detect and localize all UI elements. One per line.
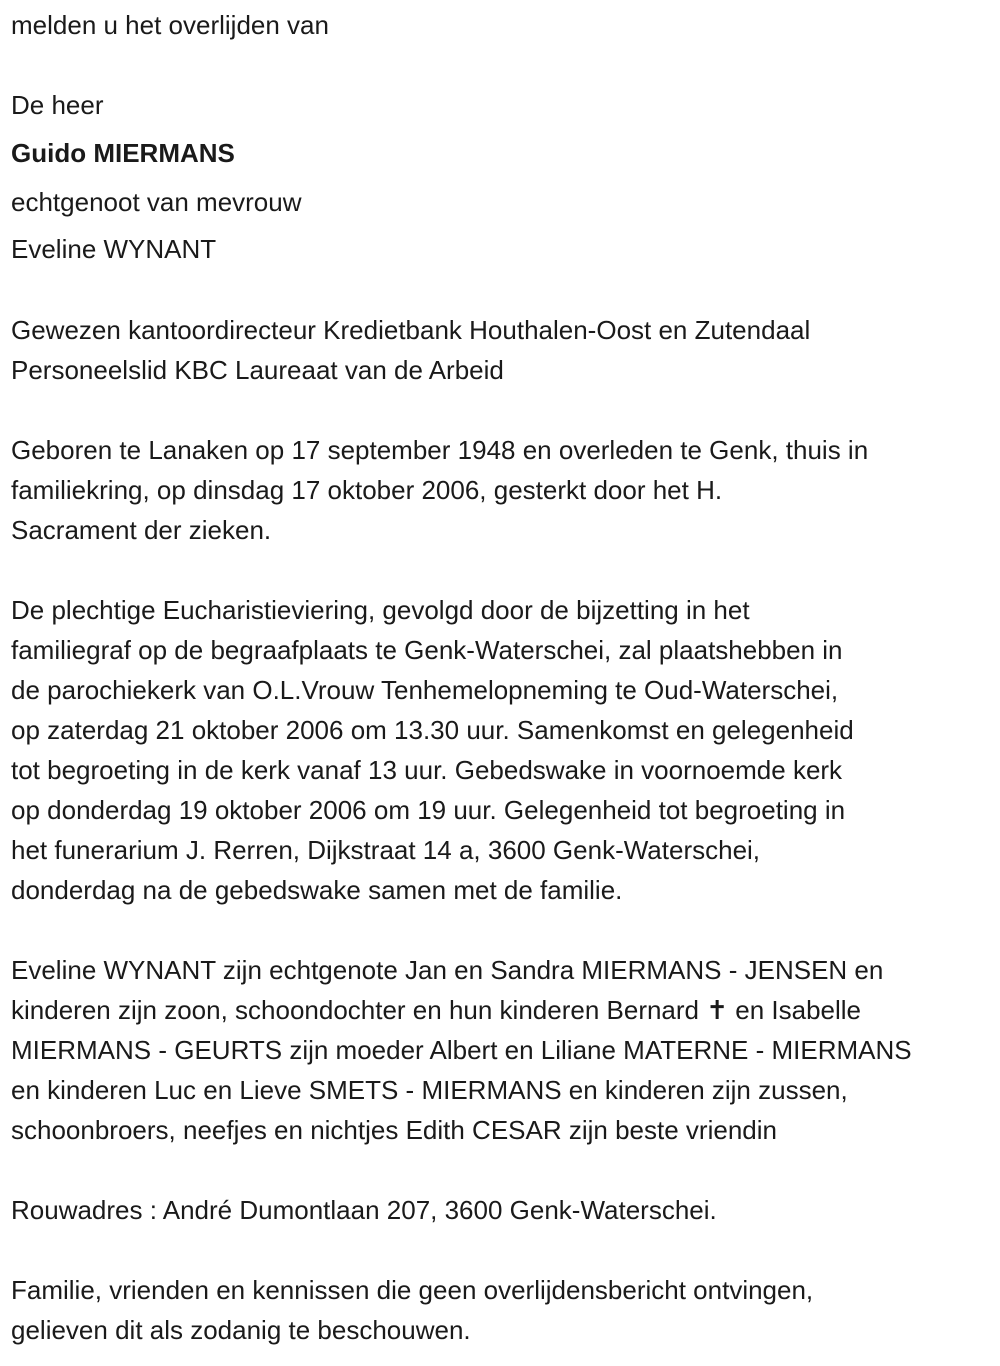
deceased-name: Guido MIERMANS	[11, 138, 235, 168]
family-line: en kinderen Luc en Lieve SMETS - MIERMANS en kinderen zijn zussen,	[11, 1075, 848, 1105]
ceremony-line: familiegraf op de begraafplaats te Genk-Waterschei, zal plaatshebben in	[11, 635, 843, 665]
family-line: schoonbroers, neefjes en nichtjes Edith CESAR zijn beste vriendin	[11, 1115, 777, 1145]
ceremony-line: donderdag na de gebedswake samen met de familie.	[11, 875, 623, 905]
family-line: MIERMANS - GEURTS zijn moeder Albert en Liliane MATERNE - MIERMANS	[11, 1035, 912, 1065]
family-line: kinderen zijn zoon, schoondochter en hun kinderen Bernard ✝ en Isabelle	[11, 995, 862, 1025]
closing-line: gelieven dit als zodanig te beschouwen.	[11, 1315, 471, 1345]
mourning-address: Rouwadres : André Dumontlaan 207, 3600 Genk-Waterschei.	[11, 1195, 717, 1225]
career-line: Gewezen kantoordirecteur Kredietbank Houthalen-Oost en Zutendaal	[11, 315, 811, 345]
ceremony-line: op donderdag 19 oktober 2006 om 19 uur. Gelegenheid tot begroeting in	[11, 795, 846, 825]
career-line: Personeelslid KBC Laureaat van de Arbeid	[11, 355, 504, 385]
birth-death-line: Geboren te Lanaken op 17 september 1948 en overleden te Genk, thuis in	[11, 435, 869, 465]
ceremony-line: tot begroeting in de kerk vanaf 13 uur. Gebedswake in voornoemde kerk	[11, 755, 843, 785]
ceremony-line: de parochiekerk van O.L.Vrouw Tenhemelopneming te Oud-Waterschei,	[11, 675, 839, 705]
birth-death-line: familiekring, op dinsdag 17 oktober 2006, gesterkt door het H.	[11, 475, 723, 505]
ceremony-line: De plechtige Eucharistieviering, gevolgd door de bijzetting in het	[11, 595, 750, 625]
intro-text: melden u het overlijden van	[11, 10, 329, 40]
family-line: Eveline WYNANT zijn echtgenote Jan en Sandra MIERMANS - JENSEN en	[11, 955, 884, 985]
title-text: De heer	[11, 90, 104, 120]
closing-line: Familie, vrienden en kennissen die geen overlijdensbericht ontvingen,	[11, 1275, 814, 1305]
ceremony-line: het funerarium J. Rerren, Dijkstraat 14 a, 3600 Genk-Waterschei,	[11, 835, 761, 865]
birth-death-line: Sacrament der zieken.	[11, 515, 272, 545]
ceremony-line: op zaterdag 21 oktober 2006 om 13.30 uur. Samenkomst en gelegenheid	[11, 715, 854, 745]
spouse-name: Eveline WYNANT	[11, 234, 217, 264]
spouse-label: echtgenoot van mevrouw	[11, 187, 302, 217]
